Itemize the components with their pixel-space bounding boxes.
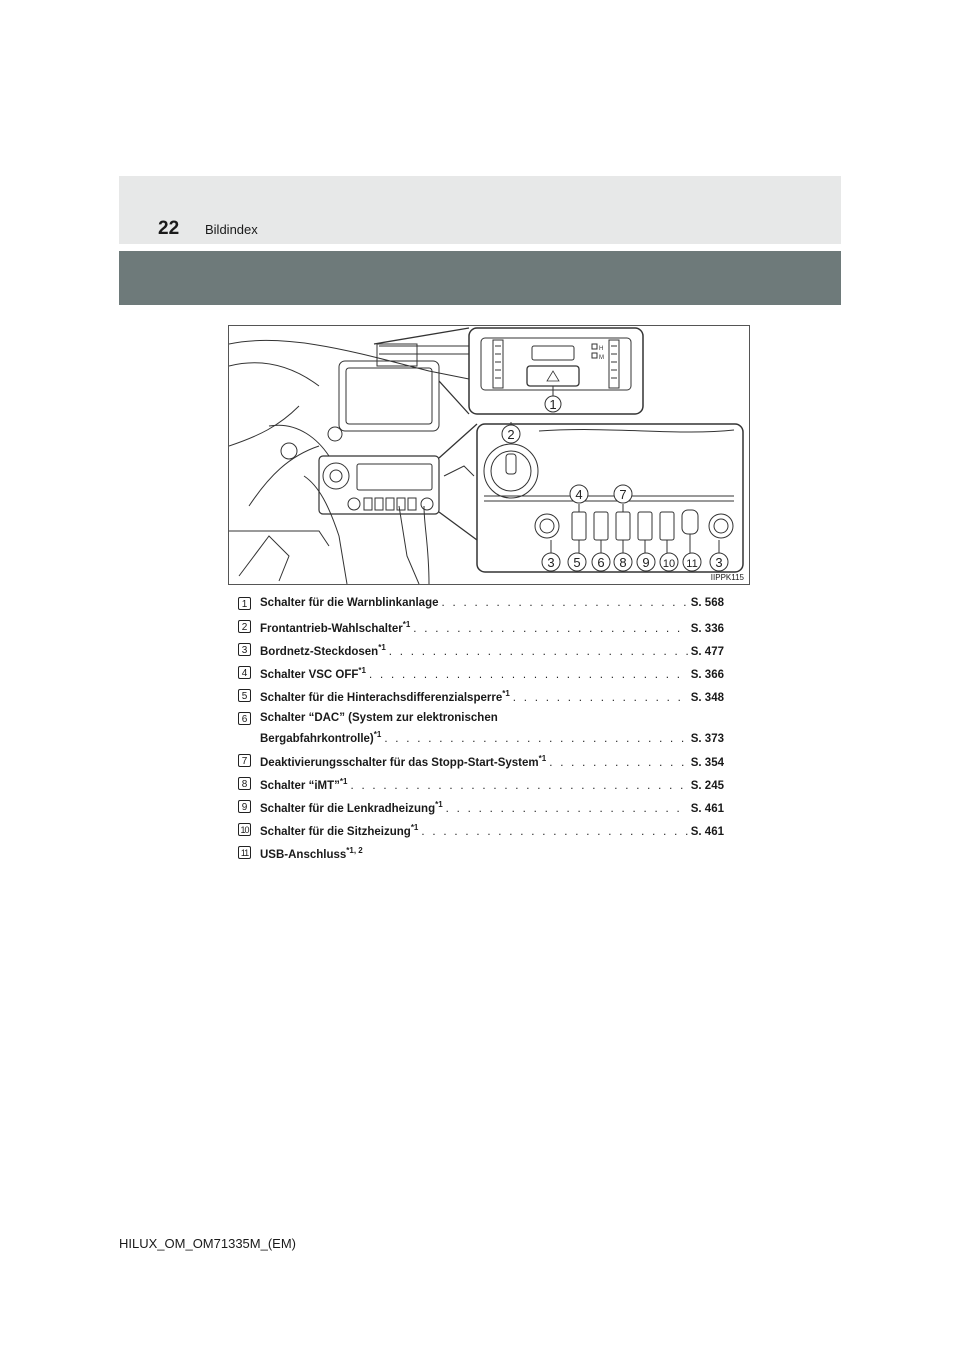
item-number: 4	[238, 666, 251, 679]
list-item	[238, 666, 724, 689]
item-number: 5	[238, 689, 251, 702]
item-label: Bergabfahrkontrolle)$^{*1}$	[260, 730, 382, 745]
page-ref[interactable]: S. 348	[690, 691, 724, 704]
list-item	[238, 597, 724, 620]
page-number: 22	[158, 218, 180, 239]
list-item	[238, 620, 724, 643]
list-item	[238, 689, 724, 712]
page-ref[interactable]: S. 461	[690, 825, 724, 838]
item-label: Schalter für die Lenkradheizung$^{*1}$	[260, 800, 443, 815]
item-number: 6	[238, 712, 251, 725]
list-item	[238, 800, 724, 823]
item-label: Frontantrieb-Wahlschalter$^{*1}$	[260, 620, 411, 635]
callout-2: 2	[507, 427, 515, 442]
page-ref[interactable]: S. 245	[690, 779, 724, 792]
item-label: Schalter für die Warnblinkanlage	[260, 597, 439, 609]
callout-1: 1	[549, 397, 557, 412]
chapter-band	[119, 251, 841, 305]
callout-11: 11	[686, 558, 698, 570]
item-label: Bordnetz-Steckdosen$^{*1}$	[260, 643, 386, 658]
item-label: Deaktivierungsschalter für das Stopp-Start-System$^{*1}$	[260, 754, 547, 769]
callout-9: 9	[642, 555, 650, 570]
page-ref[interactable]: S. 354	[690, 756, 724, 769]
item-number: 1	[238, 597, 251, 610]
switch-letter-m: M	[599, 355, 604, 361]
page-ref[interactable]: S. 373	[690, 732, 724, 745]
page-ref[interactable]: S. 461	[690, 802, 724, 815]
callout-4: 4	[575, 487, 583, 502]
item-label: USB-Anschluss$^{*1, 2}$	[260, 846, 363, 861]
list-item	[238, 846, 724, 869]
callout-7: 7	[619, 487, 627, 502]
item-label: Schalter für die Hinterachsdifferenzialsperre$^{*1}$	[260, 689, 510, 704]
item-number: 7	[238, 754, 251, 767]
list-item	[238, 712, 724, 754]
page-ref[interactable]: S. 366	[690, 668, 724, 681]
item-label: Schalter für die Sitzheizung$^{*1}$	[260, 823, 419, 838]
callout-5: 5	[573, 555, 581, 570]
callout-8: 8	[619, 555, 627, 570]
callout-3a: 3	[547, 555, 555, 570]
item-list	[238, 597, 724, 869]
item-number: 2	[238, 620, 251, 633]
page-ref[interactable]: S. 568	[690, 597, 724, 609]
list-item	[238, 754, 724, 777]
page-ref[interactable]: S. 336	[690, 622, 724, 635]
list-item	[238, 823, 724, 846]
callout-10: 10	[662, 558, 676, 570]
document-id: HILUX_OM_OM71335M_(EM)	[119, 1236, 296, 1251]
item-number: 8	[238, 777, 251, 790]
item-label-line1: Schalter “DAC” (System zur elektronischen	[260, 712, 498, 724]
item-number: 11	[238, 846, 251, 859]
switch-letter-h: H	[599, 346, 604, 352]
callout-6: 6	[597, 555, 605, 570]
item-label: Schalter “iMT”$^{*1}$	[260, 777, 348, 792]
item-number: 3	[238, 643, 251, 656]
list-item	[238, 643, 724, 666]
figure-code: IIPPK115	[710, 573, 744, 582]
item-label: Schalter VSC OFF$^{*1}$	[260, 666, 366, 681]
item-number: 10	[238, 823, 251, 836]
callout-3b: 3	[715, 555, 723, 570]
dashboard-illustration	[228, 325, 750, 585]
list-item	[238, 777, 724, 800]
item-number: 9	[238, 800, 251, 813]
page-ref[interactable]: S. 477	[690, 645, 724, 658]
section-title: Bildindex	[205, 222, 258, 237]
